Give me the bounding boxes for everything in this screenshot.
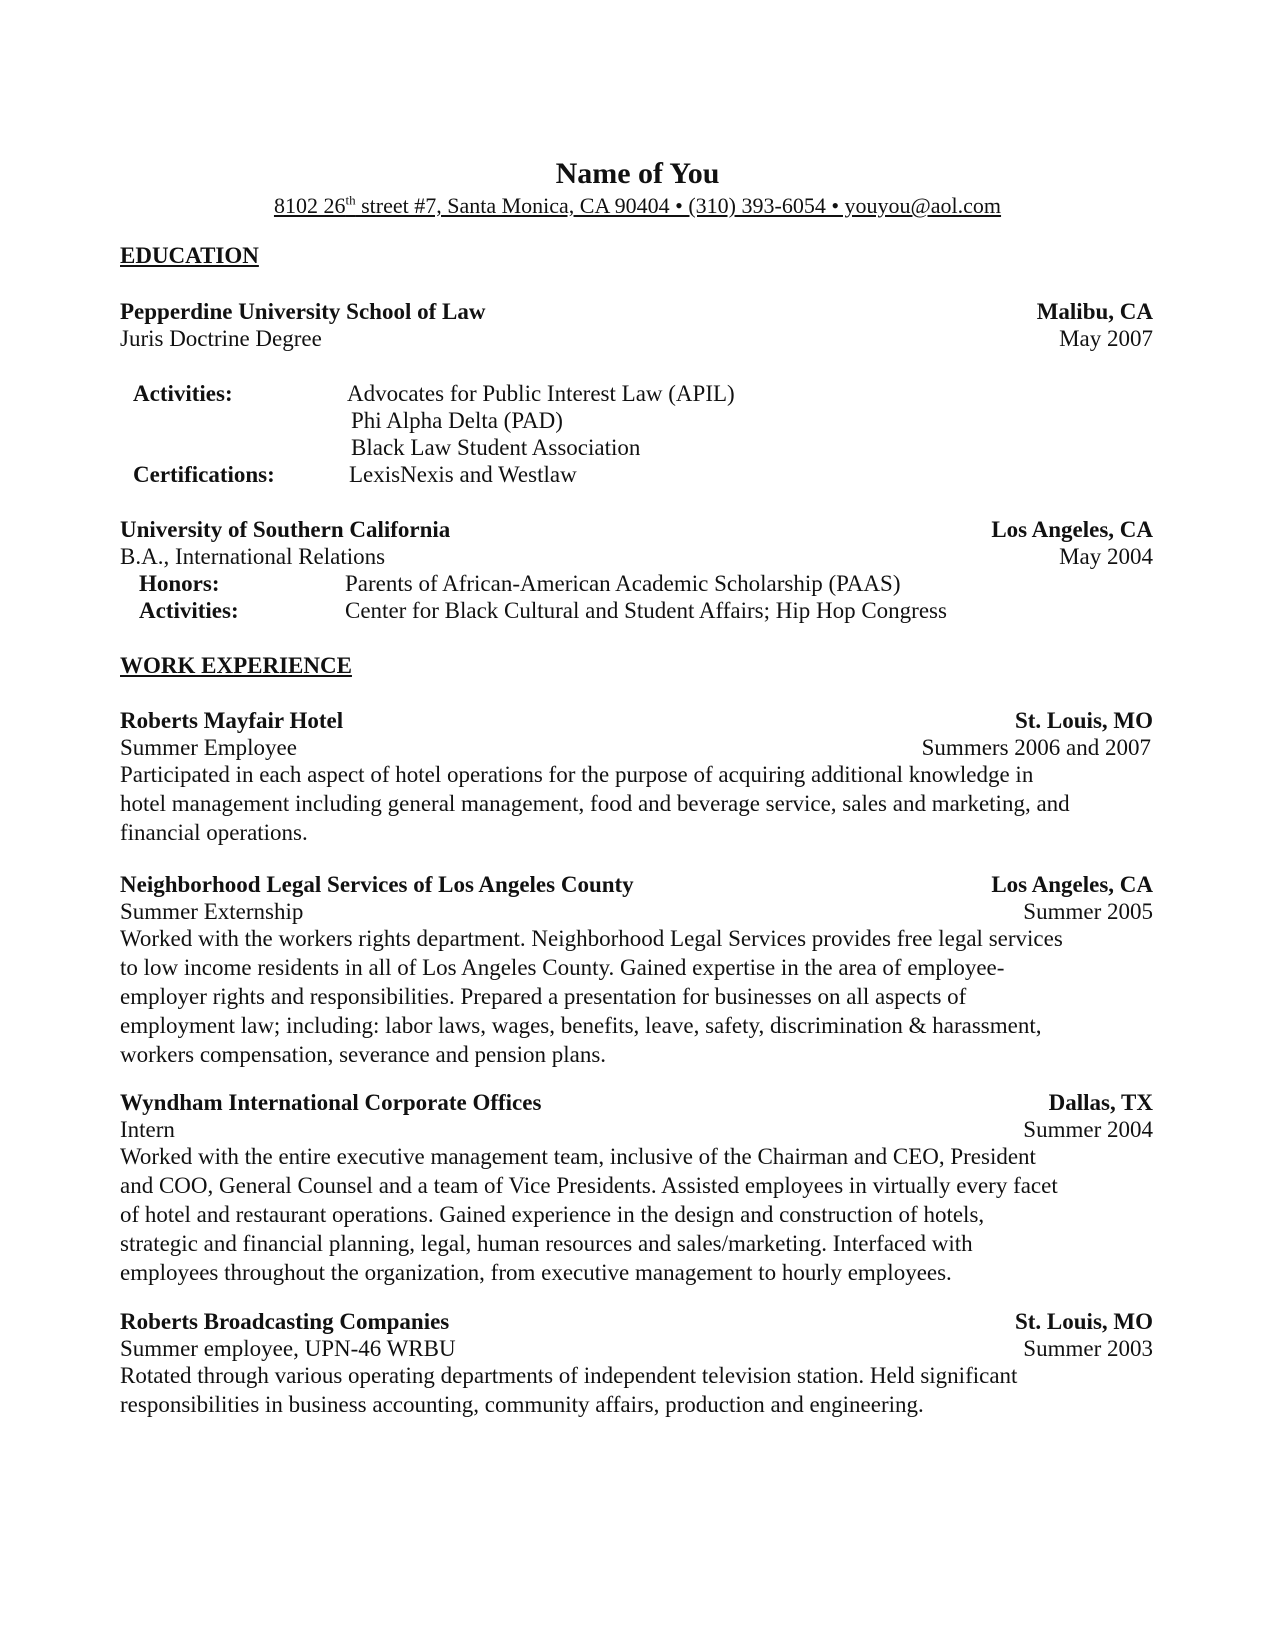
- job-company: Neighborhood Legal Services of Los Angeles County: [120, 872, 634, 897]
- job-description-line: strategic and financial planning, legal, human resources and sales/marketing. Interfaced with: [120, 1231, 973, 1256]
- pepperdine-location: Malibu, CA: [1036, 299, 1153, 324]
- job-description-line: of hotel and restaurant operations. Gained experience in the design and construction of hotels,: [120, 1202, 985, 1227]
- pepperdine-certifications: LexisNexis and Westlaw: [349, 462, 577, 487]
- job-role: Intern: [120, 1117, 175, 1142]
- pepperdine-degree: Juris Doctrine Degree: [120, 326, 322, 351]
- job-description-line: Rotated through various operating departments of independent television station. Held significant: [120, 1363, 1018, 1388]
- job-location: St. Louis, MO: [1014, 708, 1153, 733]
- pepperdine-activity-3: Black Law Student Association: [351, 435, 641, 460]
- job-description-line: Participated in each aspect of hotel operations for the purpose of acquiring additional knowledge in: [120, 762, 1034, 787]
- job-description-line: and COO, General Counsel and a team of Vice Presidents. Assisted employees in virtually every facet: [120, 1173, 1058, 1198]
- job-role-row: [120, 733, 1153, 762]
- usc-activities: Center for Black Cultural and Student Affairs; Hip Hop Congress: [345, 598, 947, 623]
- job-date: Summer 2003: [1023, 1336, 1153, 1361]
- contact-address-rest: street #7, Santa Monica, CA 90404 • (310) 393-6054 • youyou@aol.com: [355, 193, 1002, 218]
- job-role-row: [120, 1334, 1153, 1363]
- work-experience-heading: WORK EXPERIENCE: [120, 653, 352, 678]
- pepperdine-activity-1: Advocates for Public Interest Law (APIL): [347, 381, 735, 406]
- job-description-line: responsibilities in business accounting, community affairs, production and engineering.: [120, 1392, 924, 1417]
- contact-address-start: 8102 26: [273, 193, 346, 218]
- job-company: Wyndham International Corporate Offices: [120, 1090, 542, 1115]
- job-header-row: [120, 1088, 1153, 1117]
- pepperdine-certifications-label: Certifications:: [133, 462, 275, 487]
- job-description: [120, 1361, 1160, 1419]
- usc-header-row: [120, 515, 1153, 544]
- resume-header: [0, 156, 1275, 220]
- usc-honors-row: [139, 569, 1039, 598]
- job-description-line: financial operations.: [120, 820, 308, 845]
- job-date: Summers 2006 and 2007: [921, 735, 1151, 760]
- job-location: St. Louis, MO: [1014, 1309, 1153, 1334]
- pepperdine-activities-row: [133, 379, 833, 408]
- job-role: Summer Employee: [120, 735, 297, 760]
- pepperdine-school: Pepperdine University School of Law: [120, 299, 486, 324]
- job-description: [120, 924, 1160, 1069]
- pepperdine-activity-row-2: [133, 406, 833, 435]
- job-description-line: to low income residents in all of Los Angeles County. Gained expertise in the area of employee-: [120, 955, 1005, 980]
- pepperdine-activity-2: Phi Alpha Delta (PAD): [351, 408, 563, 433]
- usc-degree: B.A., International Relations: [120, 544, 386, 569]
- job-role: Summer Externship: [120, 899, 304, 924]
- job-location: Dallas, TX: [1048, 1090, 1153, 1115]
- job-description: [120, 1142, 1160, 1287]
- job-date: Summer 2004: [1023, 1117, 1153, 1142]
- pepperdine-activity-row-3: [133, 433, 833, 462]
- usc-activities-row: [139, 596, 1039, 625]
- pepperdine-header-row: [120, 297, 1153, 326]
- pepperdine-degree-row: [120, 324, 1153, 353]
- usc-honors: Parents of African-American Academic Scholarship (PAAS): [345, 571, 901, 596]
- job-header-row: [120, 1307, 1153, 1336]
- job-role-row: [120, 897, 1153, 926]
- usc-degree-row: [120, 542, 1153, 571]
- job-description-line: workers compensation, severance and pension plans.: [120, 1042, 607, 1067]
- usc-location: Los Angeles, CA: [991, 517, 1153, 542]
- job-header-row: [120, 706, 1153, 735]
- job-header-row: [120, 870, 1153, 899]
- job-description-line: hotel management including general management, food and beverage service, sales and marketing, and: [120, 791, 1070, 816]
- pepperdine-activities-label: Activities:: [133, 381, 233, 406]
- job-location: Los Angeles, CA: [991, 872, 1153, 897]
- usc-activities-label: Activities:: [139, 598, 239, 623]
- job-role: Summer employee, UPN-46 WRBU: [120, 1336, 456, 1361]
- job-description-line: employees throughout the organization, from executive management to hourly employees.: [120, 1260, 952, 1285]
- job-role-row: [120, 1115, 1153, 1144]
- contact-ordinal-suffix: th: [345, 192, 356, 208]
- candidate-name: Name of You: [555, 157, 720, 190]
- usc-honors-label: Honors:: [139, 571, 220, 596]
- job-description: [120, 760, 1160, 847]
- job-company: Roberts Mayfair Hotel: [120, 708, 344, 733]
- job-date: Summer 2005: [1023, 899, 1153, 924]
- usc-date: May 2004: [1059, 544, 1153, 569]
- pepperdine-certifications-row: [133, 460, 833, 489]
- job-description-line: employment law; including: labor laws, wages, benefits, leave, safety, discrimination & harassment,: [120, 1013, 1042, 1038]
- job-description-line: Worked with the workers rights department. Neighborhood Legal Services provides free legal services: [120, 926, 1063, 951]
- job-description-line: Worked with the entire executive management team, inclusive of the Chairman and CEO, President: [120, 1144, 1036, 1169]
- education-heading: EDUCATION: [120, 243, 259, 268]
- contact-line: [0, 192, 1275, 220]
- pepperdine-date: May 2007: [1059, 326, 1153, 351]
- usc-school: University of Southern California: [120, 517, 451, 542]
- job-description-line: employer rights and responsibilities. Prepared a presentation for businesses on all aspects of: [120, 984, 967, 1009]
- job-company: Roberts Broadcasting Companies: [120, 1309, 450, 1334]
